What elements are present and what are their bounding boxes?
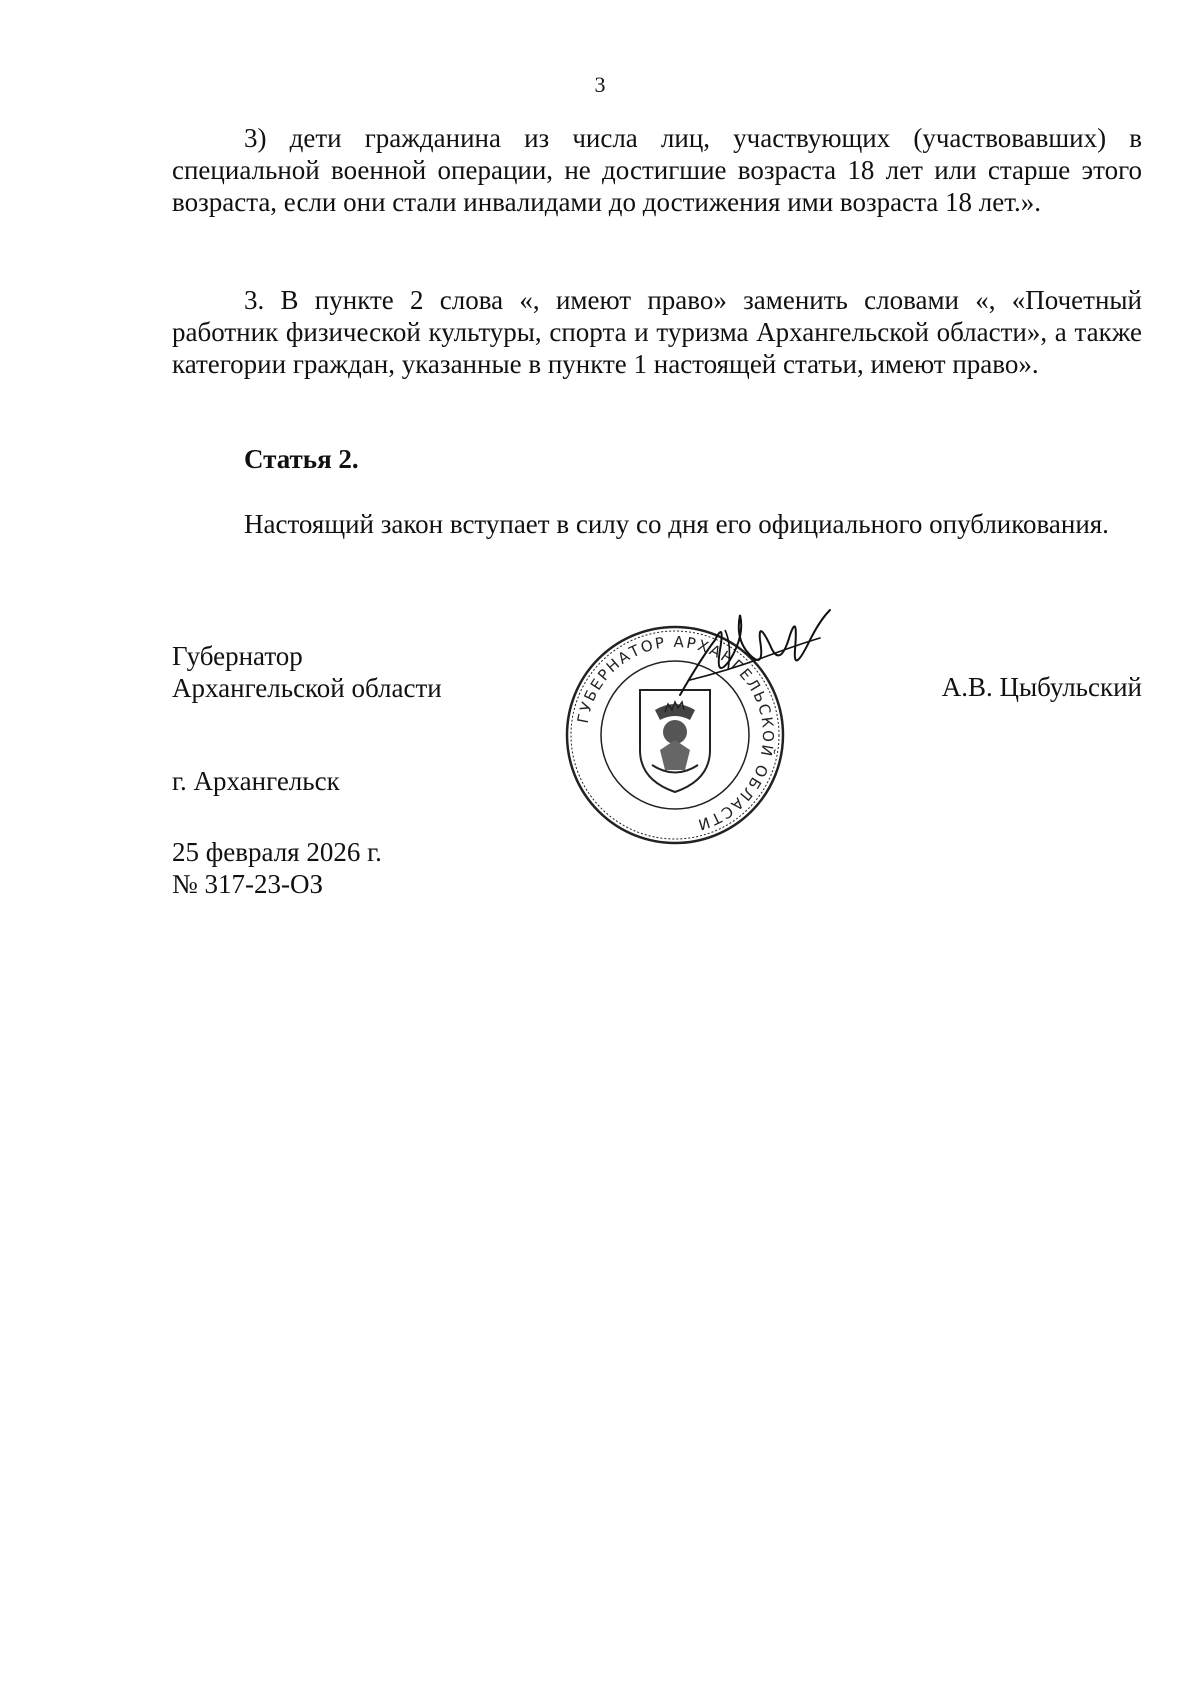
paragraph-item-3 (172, 122, 1142, 218)
svg-text:ГУБЕРНАТОР АРХАНГЕЛЬСКОЙ ОБЛАС: ГУБЕРНАТОР АРХАНГЕЛЬСКОЙ ОБЛАСТИ (573, 632, 778, 835)
paragraph-text: Настоящий закон вступает в силу со дня его официального опубликования. (244, 509, 1109, 539)
place-of-signing: г. Архангельск (172, 766, 340, 796)
article-heading: Статья 2. (244, 444, 359, 474)
paragraph-text: 3. В пункте 2 слова «, имеют право» заменить словами «, «Почетный работник физической культуры, спорта и туризма Архангельской области», а также категории граждан, указанные в пункте 1 настоящей статьи, имеют право». (172, 285, 1142, 379)
paragraph-effective-date (172, 508, 1142, 540)
paragraph-text: 3) дети гражданина из числа лиц, участвующих (участвовавших) в специальной военной операции, не достигшие возраста 18 лет или старше этого возраста, если они стали инвалидами до достижения ими возраста 18 лет.». (172, 123, 1142, 217)
page-number: 3 (594, 72, 606, 97)
handwritten-signature (670, 600, 840, 710)
signer-name: А.В. Цыбульский (941, 672, 1142, 702)
signatory-title-line-1: Губернатор (172, 641, 303, 671)
date-and-number (172, 836, 382, 900)
signing-date: 25 февраля 2026 г. (172, 837, 382, 867)
paragraph-point-3 (172, 284, 1142, 380)
signatory-title (172, 640, 442, 704)
law-number: № 317-23-ОЗ (172, 869, 324, 899)
signatory-title-line-2: Архангельской области (172, 673, 442, 703)
